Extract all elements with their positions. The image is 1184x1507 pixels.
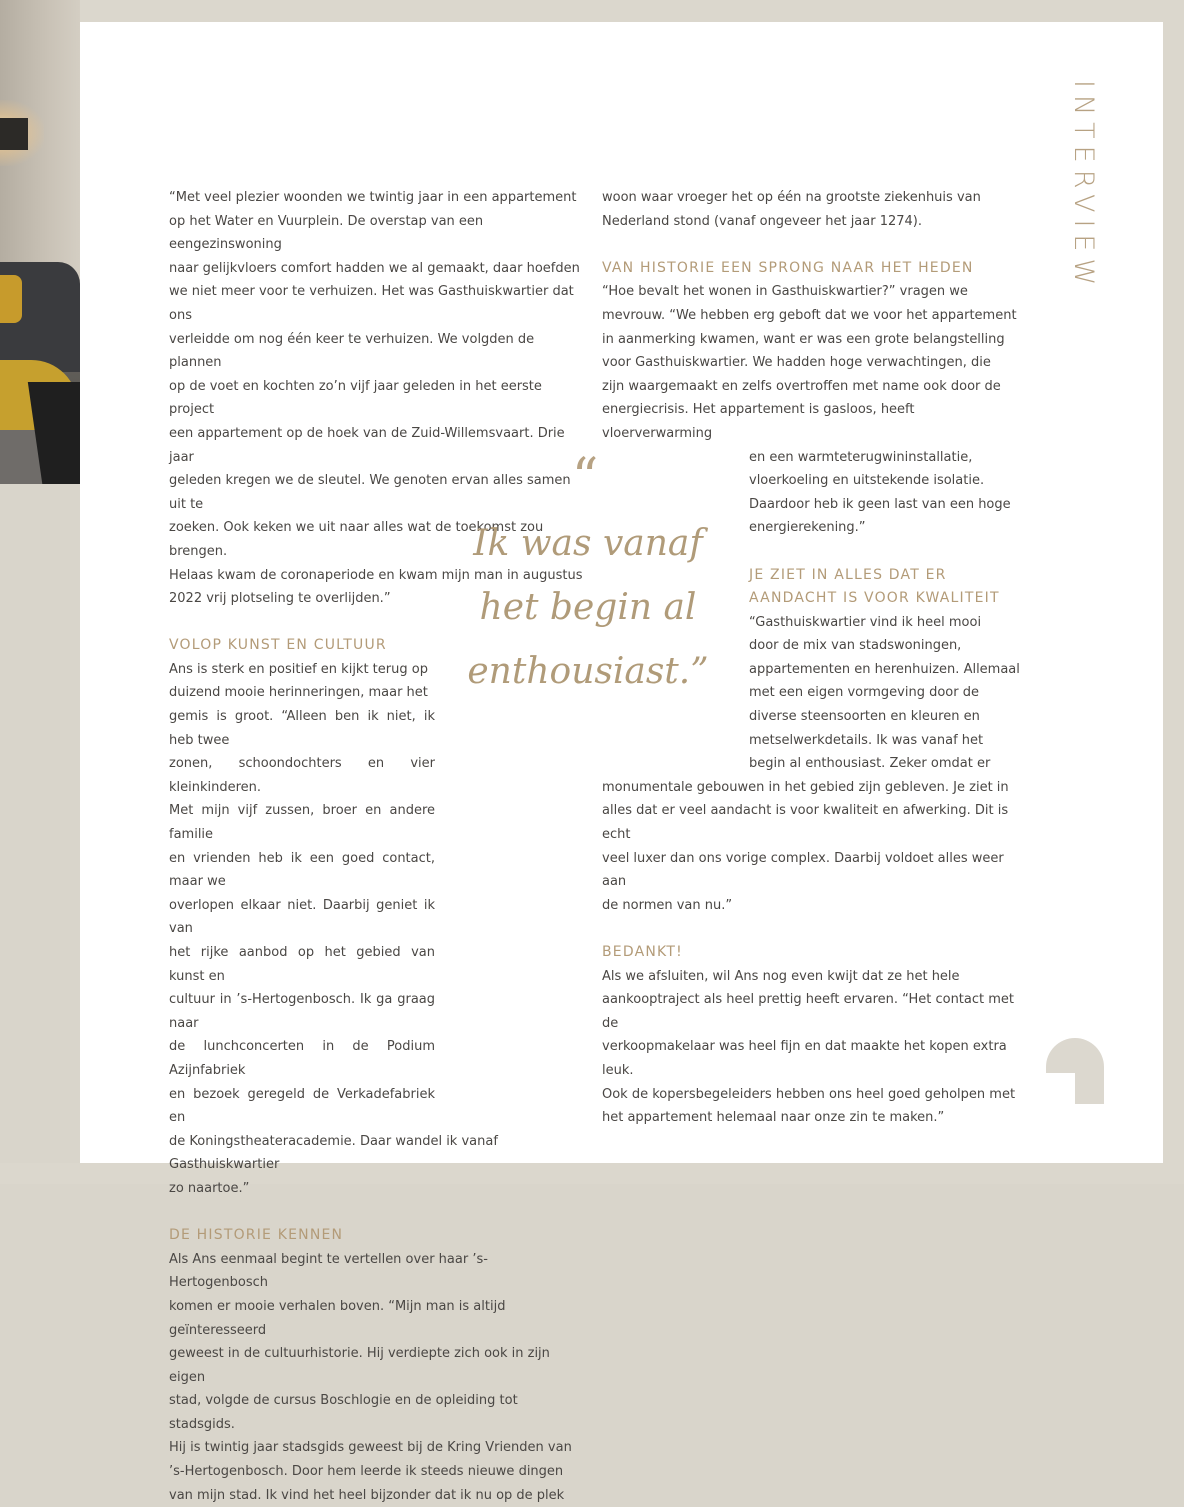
text-line: Als we afsluiten, wil Ans nog even kwijt dat ze het hele: [602, 968, 960, 984]
text-line: zoeken. Ook keken we uit naar alles wat de toekomst zou brengen.: [169, 520, 544, 559]
text-line: Daardoor heb ik geen last van een hoge: [749, 496, 1011, 512]
text-line: appartementen en herenhuizen. Allemaal: [749, 661, 1020, 677]
interior-photo: [0, 0, 80, 484]
text-line: met een eigen vormgeving door de: [749, 685, 979, 701]
text-line: Nederland stond (vanaf ongeveer het jaar 1274).: [602, 213, 922, 229]
text-line: Ook de kopersbegeleiders hebben ons heel goed geholpen met: [602, 1086, 1016, 1102]
text-line: ’s-Hertogenbosch. Door hem leerde ik steeds nieuwe dingen: [169, 1464, 564, 1480]
text-line: we niet meer voor te verhuizen. Het was Gasthuiskwartier dat ons: [169, 284, 574, 323]
text-line: “Met veel plezier woonden we twintig jaar in een appartement: [169, 190, 577, 205]
section-label: INTERVIEW: [1068, 80, 1099, 293]
text-line: zo naartoe.”: [169, 1180, 250, 1196]
text-line: van mijn stad. Ik vind het heel bijzonder dat ik nu op de plek: [169, 1487, 565, 1503]
text-line: het appartement helemaal naar onze zin te maken.”: [602, 1110, 945, 1126]
text-line: zonen, schoondochters en vier kleinkinderen.: [169, 756, 435, 795]
text-line: geweest in de cultuurhistorie. Hij verdiepte zich ook in zijn eigen: [169, 1346, 550, 1385]
text-line: de Koningstheateracademie. Daar wandel ik vanaf Gasthuiskwartier: [169, 1133, 498, 1173]
text-line: Als Ans eenmaal begint te vertellen over haar ’s-Hertogenbosch: [169, 1251, 488, 1291]
text-line: een appartement op de hoek van de Zuid-Willemsvaart. Drie jaar: [169, 425, 565, 465]
text-line: zijn waargemaakt en zelfs overtroffen met name ook door de: [602, 378, 1001, 394]
pull-quote-line: Ik was vanaf: [473, 523, 703, 564]
text-line: “Hoe bevalt het wonen in Gasthuiskwartier?” vragen we: [602, 284, 968, 300]
text-line: metselwerkdetails. Ik was vanaf het: [749, 732, 984, 748]
text-line: geleden kregen we de sleutel. We genoten ervan alles samen uit te: [169, 473, 571, 512]
text-line: duizend mooie herinneringen, maar het: [169, 685, 428, 701]
text-line: in aanmerking kwamen, want er was een grote belangstelling: [602, 331, 1005, 347]
text-line: overlopen elkaar niet. Daarbij geniet ik van: [169, 897, 435, 937]
text-line: voor Gasthuiskwartier. We hadden hoge verwachtingen, die: [602, 355, 991, 371]
wall-lamp-icon: [0, 118, 28, 150]
text-line: veel luxer dan ons vorige complex. Daarbij voldoet alles weer aan: [602, 850, 1004, 890]
heading-kwaliteit: JE ZIET IN ALLES DAT ER: [749, 566, 947, 583]
text-line: op het Water en Vuurplein. De overstap van een eengezinswoning: [169, 213, 484, 253]
text-line: gemis is groot. “Alleen ben ik niet, ik heb twee: [169, 709, 435, 748]
text-line: begin al enthousiast. Zeker omdat er: [749, 756, 991, 772]
kunst-paragraph: [169, 658, 435, 1130]
text-line: woon waar vroeger het op één na grootste ziekenhuis van: [602, 190, 981, 205]
text-line: alles dat er veel aandacht is voor kwaliteit en afwerking. Dit is echt: [602, 803, 1009, 843]
historie-paragraph: [169, 1248, 583, 1507]
text-line: het rijke aanbod op het gebied van kunst en: [169, 945, 435, 984]
heading-historie-kennen: DE HISTORIE KENNEN: [169, 1227, 344, 1244]
text-line: Helaas kwam de coronaperiode en kwam mijn man in augustus: [169, 567, 583, 583]
text-line: komen er mooie verhalen boven. “Mijn man is altijd geïnteresseerd: [169, 1298, 506, 1338]
historie-narrow: [749, 446, 1022, 776]
left-column: [169, 186, 583, 1507]
text-line: Met mijn vijf zussen, broer en andere familie: [169, 803, 435, 843]
text-line: op de voet en kochten zo’n vijf jaar geleden in het eerste project: [169, 378, 542, 418]
text-line: vloerkoeling en uitstekende isolatie.: [749, 473, 985, 489]
heading-bedankt: BEDANKT!: [602, 944, 683, 960]
heading-kwaliteit: AANDACHT IS VOOR KWALITEIT: [749, 590, 1000, 607]
text-line: door de mix van stadswoningen,: [749, 638, 962, 654]
text-line: en bezoek geregeld de Verkadefabriek en: [169, 1086, 435, 1126]
pull-quote-line: het begin al: [479, 587, 697, 628]
page-frame-right: [1163, 0, 1184, 1184]
text-line: monumentale gebouwen in het gebied zijn gebleven. Je ziet in: [602, 779, 1009, 795]
text-line: de lunchconcerten in de Podium Azijnfabriek: [169, 1039, 435, 1078]
text-line: en een warmteterugwininstallatie,: [749, 449, 973, 465]
text-line: verleidde om nog één keer te verhuizen. We volgden de plannen: [169, 331, 535, 371]
heading-kunst: VOLOP KUNST EN CULTUUR: [169, 637, 387, 654]
text-line: diverse steensoorten en kleuren en: [749, 709, 980, 725]
quote-mark-icon: “: [571, 448, 599, 508]
heading-historie-heden: VAN HISTORIE EEN SPRONG NAAR HET HEDEN: [602, 259, 974, 276]
text-line: stad, volgde de cursus Boschlogie en de opleiding tot stadsgids.: [169, 1393, 518, 1432]
text-line: en vrienden heb ik een goed contact, maar we: [169, 850, 435, 890]
text-line: naar gelijkvloers comfort hadden we al gemaakt, daar hoefden: [169, 260, 580, 276]
corner-logo-cutout: [1046, 1073, 1075, 1104]
text-line: aankooptraject als heel prettig heeft ervaren. “Het contact met de: [602, 992, 1015, 1031]
text-line: mevrouw. “We hebben erg geboft dat we voor het appartement: [602, 307, 1017, 323]
text-line: “Gasthuiskwartier vind ik heel mooi: [749, 614, 982, 630]
text-line: Ans is sterk en positief en kijkt terug op: [169, 661, 428, 677]
text-line: Hij is twintig jaar stadsgids geweest bij de Kring Vrienden van: [169, 1440, 572, 1456]
text-line: cultuur in ’s-Hertogenbosch. Ik ga graag naar: [169, 992, 435, 1031]
text-line: 2022 vrij plotseling te overlijden.”: [169, 591, 391, 607]
pull-quote: [463, 512, 713, 704]
text-line: de normen van nu.”: [602, 897, 733, 913]
text-line: energierekening.”: [749, 520, 866, 536]
text-line: energiecrisis. Het appartement is gasloos, heeft vloerverwarming: [602, 402, 915, 441]
page-frame-top: [0, 0, 1184, 22]
pull-quote-line: enthousiast.”: [467, 651, 709, 692]
text-line: verkoopmakelaar was heel fijn en dat maakte het kopen extra leuk.: [602, 1039, 1007, 1078]
